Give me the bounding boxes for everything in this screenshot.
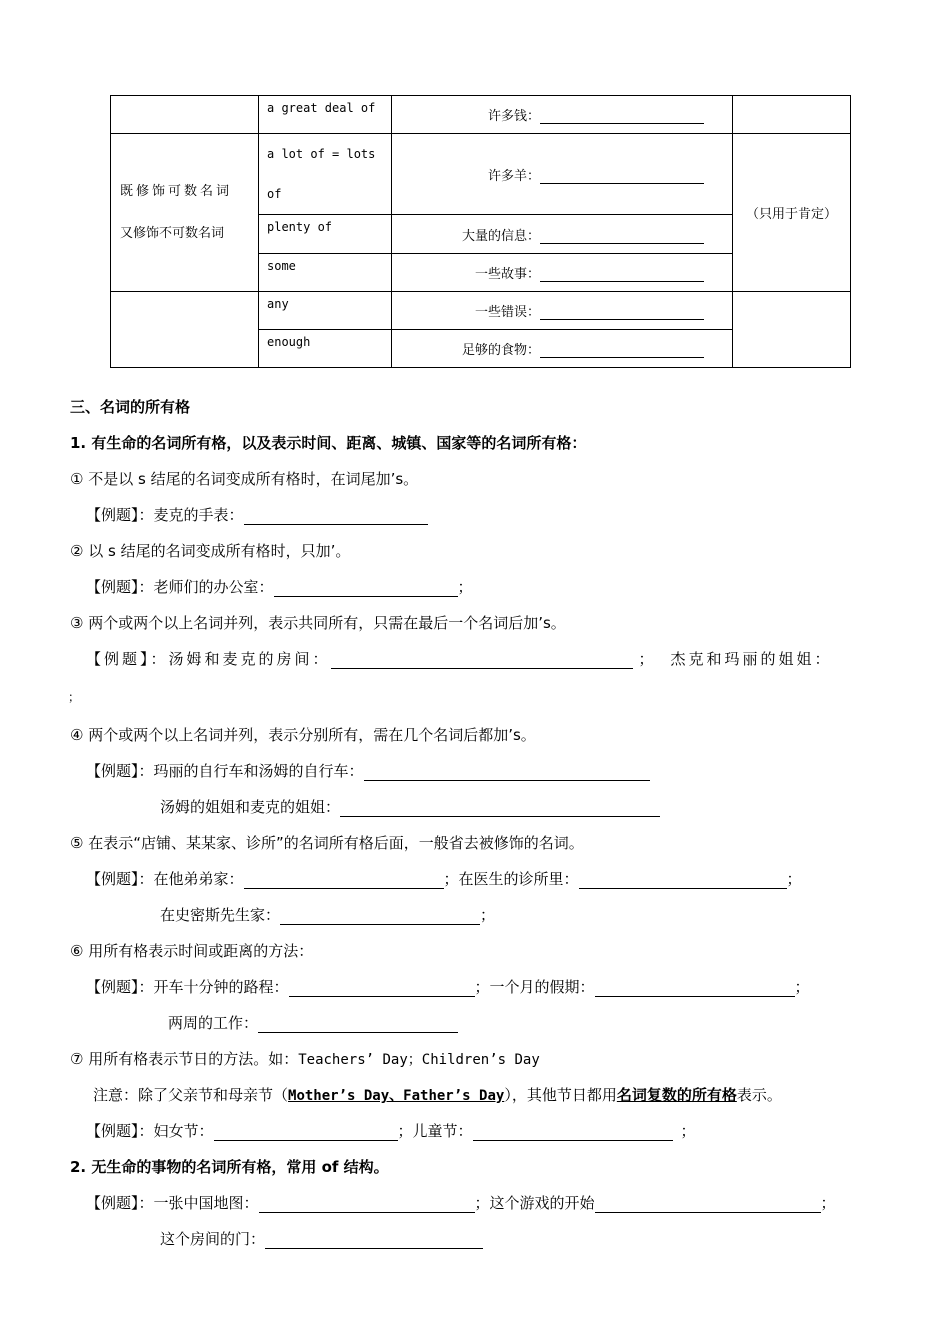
answer-blank[interactable] xyxy=(540,109,704,124)
example-label: 【例题】：麦克的手表： xyxy=(86,506,244,524)
phrase-label: 一些故事： xyxy=(474,267,540,282)
note-cell: （只用于肯定） xyxy=(733,134,851,292)
example-label: 【例题】：在他弟弟家： xyxy=(86,870,244,888)
rule-6: ⑥ 用所有格表示时间或距离的方法： xyxy=(70,942,314,960)
punct: ； xyxy=(480,906,496,924)
phrase-cell xyxy=(392,134,733,215)
point-2-example-1 xyxy=(86,1192,836,1213)
answer-blank[interactable] xyxy=(289,980,475,997)
punct: ； xyxy=(457,578,473,596)
rule-7-note xyxy=(93,1084,782,1105)
table-cell-empty xyxy=(111,292,259,368)
answer-blank[interactable] xyxy=(244,508,428,525)
note-emphasis: 名词复数的所有格 xyxy=(616,1086,737,1104)
answer-blank[interactable] xyxy=(244,872,444,889)
rule-2-example xyxy=(86,576,473,597)
answer-blank[interactable] xyxy=(259,1196,475,1213)
quantifier-table xyxy=(110,95,851,368)
punct: ； xyxy=(680,1122,696,1140)
example-label: 两周的工作： xyxy=(168,1014,259,1032)
example-label: 【例题】：开车十分钟的路程： xyxy=(86,978,289,996)
word-cell: a great deal of xyxy=(259,96,392,134)
rule-5-example-2 xyxy=(160,904,495,925)
word-cell: a lot of = lots of xyxy=(259,134,392,215)
phrase-label: 许多羊： xyxy=(487,168,540,184)
rule-3-example xyxy=(86,648,833,669)
answer-blank[interactable] xyxy=(595,980,795,997)
phrase-label: 大量的信息： xyxy=(461,228,540,244)
rule-2: ② 以 s 结尾的名词变成所有格时，只加’。 xyxy=(70,542,351,560)
rule-4: ④ 两个或两个以上名词并列，表示分别所有，需在几个名词后都加’s。 xyxy=(70,726,536,744)
word-cell: enough xyxy=(259,330,392,368)
rule-7-examples: Teachers’ Day；Children’s Day xyxy=(298,1052,540,1068)
example-label: 【例题】：一张中国地图： xyxy=(86,1194,259,1212)
answer-blank[interactable] xyxy=(540,343,704,358)
answer-blank[interactable] xyxy=(579,872,787,889)
rule-4-example-2 xyxy=(160,796,660,817)
answer-blank[interactable] xyxy=(258,1016,458,1033)
point-1-heading: 1. 有生命的名词所有格，以及表示时间、距离、城镇、国家等的名词所有格： xyxy=(70,434,587,452)
answer-blank[interactable] xyxy=(540,267,704,282)
rule-6-example-1 xyxy=(86,976,810,997)
point-2-example-2 xyxy=(160,1228,483,1249)
rule-1-example xyxy=(86,504,428,525)
example-label: ；一个月的假期： xyxy=(474,978,595,996)
punct: ； xyxy=(794,978,810,996)
answer-blank[interactable] xyxy=(280,908,480,925)
phrase-label: 许多钱： xyxy=(487,109,540,124)
note-cell xyxy=(733,96,851,134)
example-label: 【例题】：妇女节： xyxy=(86,1122,214,1140)
example-label: 这个房间的门： xyxy=(160,1230,266,1248)
rule-4-example-1 xyxy=(86,760,650,781)
word-cell: plenty of xyxy=(259,215,392,254)
example-label: 【例题】：老师们的办公室： xyxy=(86,578,274,596)
answer-blank[interactable] xyxy=(265,1232,483,1249)
rule-6-example-2 xyxy=(168,1012,458,1033)
example-label: 杰克和玛丽的姐姐： xyxy=(670,650,833,668)
rule-7-text: ⑦ 用所有格表示节日的方法。如： xyxy=(70,1050,299,1068)
note-text: ），其他节日都用 xyxy=(504,1086,617,1104)
phrase-cell xyxy=(392,215,733,254)
answer-blank[interactable] xyxy=(340,800,660,817)
word-cell: some xyxy=(259,254,392,292)
punct: ； xyxy=(786,870,802,888)
example-label: ；儿童节： xyxy=(397,1122,473,1140)
rule-3: ③ 两个或两个以上名词并列，表示共同所有，只需在最后一个名词后加’s。 xyxy=(70,614,566,632)
section-title: 三、名词的所有格 xyxy=(70,398,191,416)
category-line-1: 既修饰可数名词 xyxy=(120,183,233,199)
rule-7-example xyxy=(86,1120,696,1141)
answer-blank[interactable] xyxy=(331,652,633,669)
rule-5-example-1 xyxy=(86,868,802,889)
point-2-heading: 2. 无生命的事物的名词所有格，常用 of 结构。 xyxy=(70,1158,389,1176)
phrase-cell xyxy=(392,96,733,134)
phrase-cell xyxy=(392,254,733,292)
example-label: 【例题】：汤姆和麦克的房间： xyxy=(86,650,331,668)
note-cell xyxy=(733,292,851,368)
note-text: 注意：除了父亲节和母亲节（ xyxy=(93,1086,289,1104)
example-label: 汤姆的姐姐和麦克的姐姐： xyxy=(160,798,341,816)
category-line-2: 又修饰不可数名词 xyxy=(120,225,225,241)
answer-blank[interactable] xyxy=(274,580,458,597)
answer-blank[interactable] xyxy=(364,764,650,781)
category-cell xyxy=(111,134,259,292)
example-label: ；在医生的诊所里： xyxy=(443,870,579,888)
punct: ； xyxy=(820,1194,836,1212)
phrase-label: 足够的食物： xyxy=(461,343,540,358)
punct: ； xyxy=(638,650,657,668)
example-label: ；这个游戏的开始 xyxy=(474,1194,595,1212)
note-text: 表示。 xyxy=(736,1086,782,1104)
answer-blank[interactable] xyxy=(540,169,704,184)
table-cell-empty xyxy=(111,96,259,134)
phrase-cell xyxy=(392,292,733,330)
answer-blank[interactable] xyxy=(540,305,704,320)
phrase-cell xyxy=(392,330,733,368)
example-label: 在史密斯先生家： xyxy=(160,906,281,924)
answer-blank[interactable] xyxy=(473,1124,673,1141)
punct-tail: ； xyxy=(68,690,81,704)
note-holidays: Mother’s Day、Father’s Day xyxy=(288,1088,505,1104)
example-label: 【例题】：玛丽的自行车和汤姆的自行车： xyxy=(86,762,364,780)
rule-7 xyxy=(70,1048,540,1069)
phrase-label: 一些错误： xyxy=(474,305,540,320)
word-cell: any xyxy=(259,292,392,330)
rule-5: ⑤ 在表示“店铺、某某家、诊所”的名词所有格后面，一般省去被修饰的名词。 xyxy=(70,834,584,852)
rule-1: ① 不是以 s 结尾的名词变成所有格时，在词尾加’s。 xyxy=(70,470,419,488)
answer-blank[interactable] xyxy=(595,1196,821,1213)
answer-blank[interactable] xyxy=(214,1124,398,1141)
answer-blank[interactable] xyxy=(540,229,704,244)
